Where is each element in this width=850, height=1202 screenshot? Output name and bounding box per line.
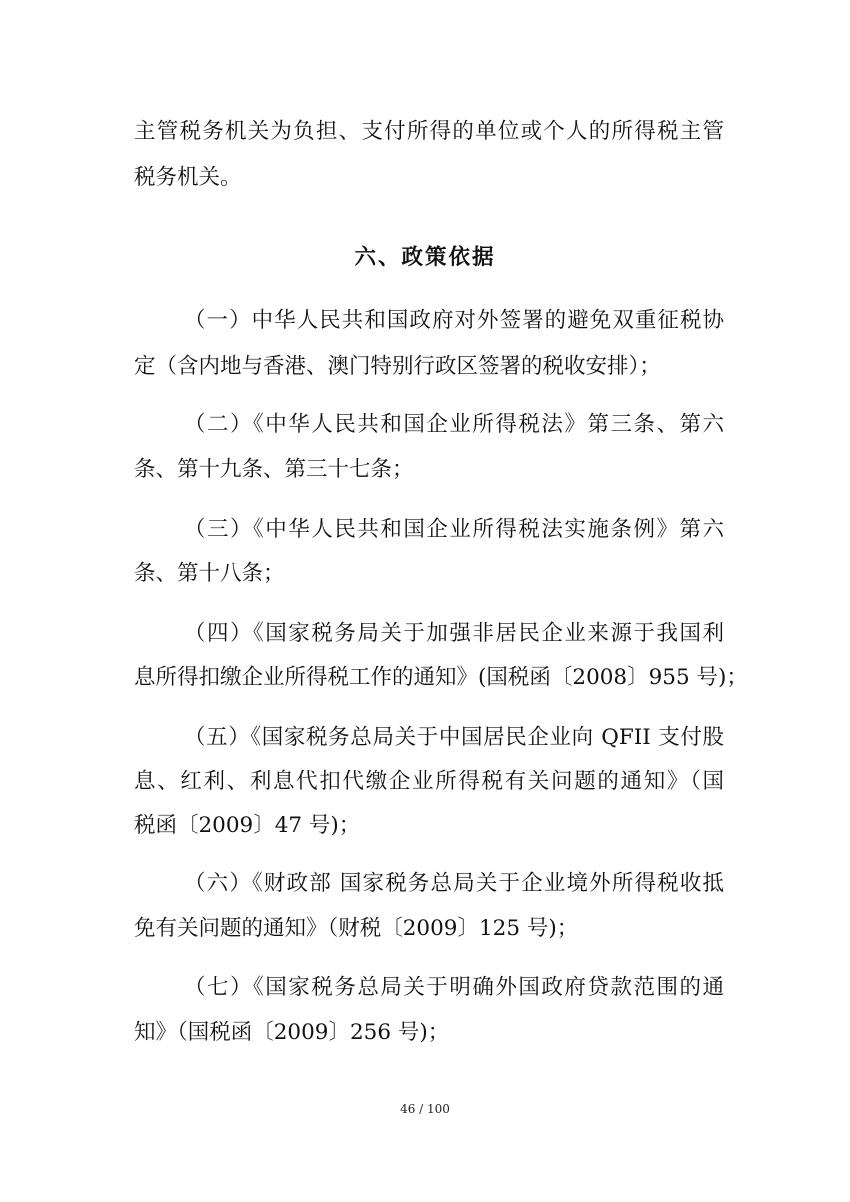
policy-item-1-line-2: 定（含内地与香港、澳门特别行政区签署的税收安排）； — [134, 354, 661, 379]
policy-item-7-line-2: 知》（国税函〔2009〕256 号)； — [134, 1020, 450, 1045]
page-number: 46 / 100 — [400, 1102, 450, 1116]
policy-item-2-line-2: 条、第十九条、第三十七条； — [134, 457, 414, 482]
policy-item-5-line-2: 息、红利、利息代扣代缴企业所得税有关问题的通知》（国 — [134, 769, 724, 794]
policy-item-5-line-3: 税函〔2009〕47 号)； — [134, 813, 361, 838]
section-heading: 六、政策依据 — [354, 245, 496, 270]
policy-item-3-line-2: 条、第十八条； — [134, 561, 285, 586]
paragraph-line: 主管税务机关为负担、支付所得的单位或个人的所得税主管 — [134, 119, 724, 144]
policy-item-2-line-1: （二）《中华人民共和国企业所得税法》第三条、第六 — [184, 412, 724, 437]
policy-item-4-line-1: （四）《国家税务局关于加强非居民企业来源于我国利 — [184, 621, 724, 646]
policy-item-6-line-1: （六）《财政部 国家税务总局关于企业境外所得税收抵 — [184, 871, 724, 896]
policy-item-4-line-2: 息所得扣缴企业所得税工作的通知》(国税函〔2008〕955 号)； — [134, 665, 748, 690]
policy-item-3-line-1: （三）《中华人民共和国企业所得税法实施条例》第六 — [184, 517, 724, 542]
policy-item-1-line-1: （一）中华人民共和国政府对外签署的避免双重征税协 — [184, 308, 724, 333]
policy-item-6-line-2: 免有关问题的通知》（财税〔2009〕125 号)； — [134, 916, 579, 941]
policy-item-7-line-1: （七）《国家税务总局关于明确外国政府贷款范围的通 — [184, 975, 724, 1000]
paragraph-line: 税务机关。 — [134, 165, 242, 190]
policy-item-5-line-1: （五）《国家税务总局关于中国居民企业向 QFII 支付股 — [184, 725, 724, 750]
